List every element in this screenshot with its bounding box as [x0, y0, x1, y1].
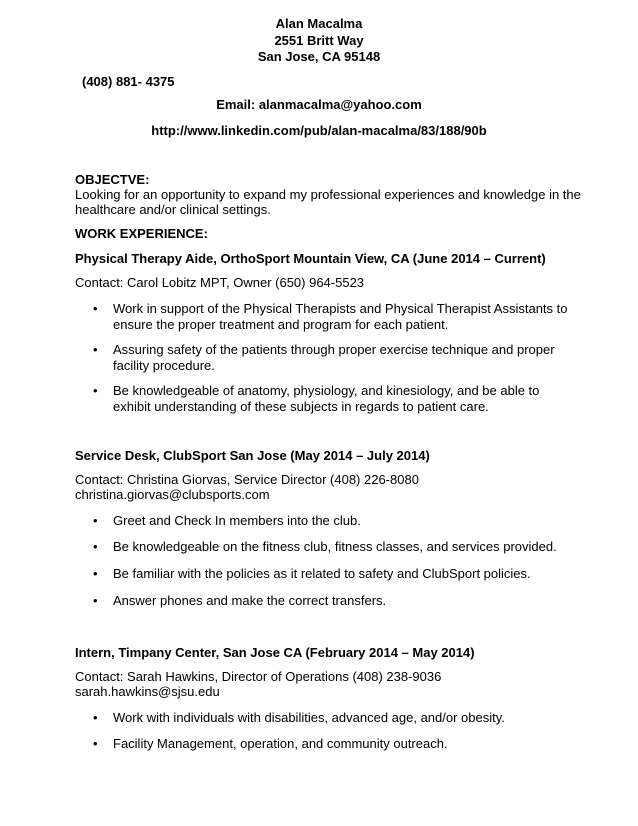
job-duty	[113, 566, 568, 582]
objective-line-1: Looking for an opportunity to expand my professional experiences and knowledge in the	[75, 187, 581, 202]
job-duty	[113, 301, 568, 333]
job-duty-line: ensure the proper treatment and program for each patient.	[113, 317, 449, 332]
job-duty-line: Facility Management, operation, and community outreach.	[113, 736, 448, 751]
job-duty-line: Answer phones and make the correct transfers.	[113, 593, 387, 608]
linkedin-url: http://www.linkedin.com/pub/alan-macalma/83/188/90b	[151, 123, 487, 138]
job-title: Service Desk, ClubSport San Jose (May 2014 – July 2014)	[75, 448, 430, 463]
phone-number: (408) 881- 4375	[82, 74, 175, 89]
job-duty-line: exhibit understanding of these subjects in regards to patient care.	[113, 399, 489, 414]
job-duty-line: Work with individuals with disabilities, advanced age, and/or obesity.	[113, 710, 505, 725]
email-address: Email: alanmacalma@yahoo.com	[216, 97, 422, 112]
job-duty-line: Work in support of the Physical Therapists and Physical Therapist Assistants to	[113, 301, 568, 316]
job-duty	[113, 710, 568, 726]
job-duty-line: facility procedure.	[113, 358, 215, 373]
job-contact-email: sarah.hawkins@sjsu.edu	[75, 684, 220, 699]
job-title: Intern, Timpany Center, San Jose CA (February 2014 – May 2014)	[75, 645, 475, 660]
objective-heading: OBJECTVE:	[75, 172, 150, 187]
job-duty-line: Assuring safety of the patients through proper exercise technique and proper	[113, 342, 555, 357]
job-contact: Contact: Christina Giorvas, Service Director (408) 226-8080	[75, 472, 419, 487]
job-contact: Contact: Carol Lobitz MPT, Owner (650) 964-5523	[75, 275, 365, 290]
bullet-icon: •	[93, 710, 98, 725]
job-duty	[113, 593, 568, 609]
applicant-name: Alan Macalma	[275, 16, 363, 31]
bullet-icon: •	[93, 539, 98, 554]
job-contact-email: christina.giorvas@clubsports.com	[75, 487, 270, 502]
work-experience-heading: WORK EXPERIENCE:	[75, 226, 208, 241]
bullet-icon: •	[93, 736, 98, 751]
city-state-zip: San Jose, CA 95148	[257, 49, 381, 64]
job-contact: Contact: Sarah Hawkins, Director of Operations (408) 238-9036	[75, 669, 442, 684]
job-duty-line: Be knowledgeable of anatomy, physiology, and kinesiology, and be able to	[113, 383, 540, 398]
job-title: Physical Therapy Aide, OrthoSport Mountain View, CA (June 2014 – Current)	[75, 251, 546, 266]
bullet-icon: •	[93, 566, 98, 581]
bullet-icon: •	[93, 513, 98, 528]
objective-line-2: healthcare and/or clinical settings.	[75, 202, 271, 217]
job-duty	[113, 539, 568, 555]
job-duty	[113, 736, 568, 752]
job-duty	[113, 513, 568, 529]
bullet-icon: •	[93, 593, 98, 608]
job-duty	[113, 342, 568, 374]
job-duty-line: Greet and Check In members into the club.	[113, 513, 361, 528]
bullet-icon: •	[93, 383, 98, 398]
job-duty	[113, 383, 568, 415]
bullet-icon: •	[93, 342, 98, 357]
bullet-icon: •	[93, 301, 98, 316]
job-duty-line: Be knowledgeable on the fitness club, fitness classes, and services provided.	[113, 539, 557, 554]
street-address: 2551 Britt Way	[274, 33, 364, 48]
job-duty-line: Be familiar with the policies as it related to safety and ClubSport policies.	[113, 566, 531, 581]
